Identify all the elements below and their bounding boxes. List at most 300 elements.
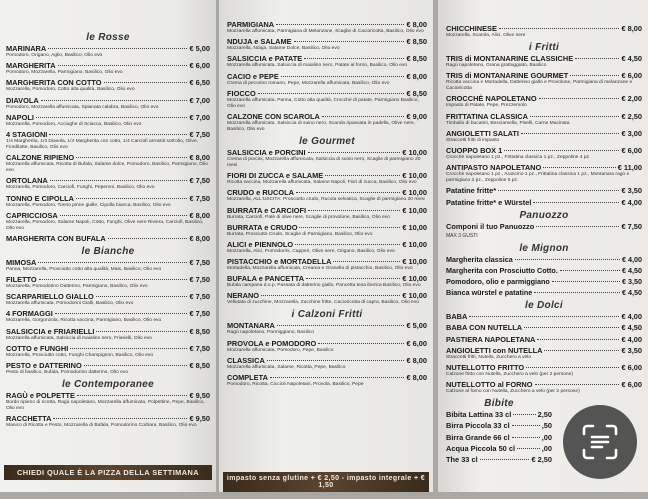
menu-item [6, 176, 210, 191]
item-price: € 4,50 [622, 288, 642, 298]
dot-leader [270, 377, 405, 378]
dot-leader [53, 418, 187, 419]
menu-item [227, 291, 427, 306]
menu-item-row [227, 206, 427, 215]
item-name: NERANO [227, 291, 260, 301]
section-title: le Gourmet [299, 135, 355, 147]
menu-item [446, 380, 642, 395]
menu-item [6, 309, 210, 324]
item-description: Mozzarella affumicata, Panna, Cotto alta qualità, Crocchè di patate, Parmigiano Basilico, Olio evo [227, 97, 419, 109]
menu-item-row [6, 61, 210, 70]
dot-leader [521, 133, 619, 134]
dot-leader [295, 244, 400, 245]
item-name: FIOCCO [227, 88, 256, 98]
section-title: le Contemporanee [61, 379, 155, 390]
menu-item [6, 275, 210, 290]
item-name: CRUDO e RUCOLA [227, 188, 294, 198]
menu-item-row [446, 421, 552, 430]
menu-item [446, 335, 642, 344]
item-price: € 8,00 [189, 210, 210, 220]
menu-item-row [6, 275, 210, 284]
menu-item [227, 112, 427, 133]
menu-item-row [446, 24, 642, 33]
menu-item [6, 96, 210, 111]
item-name: CLASSICA [227, 355, 265, 365]
item-name: SCARPARIELLO GIALLO [6, 292, 94, 302]
menu-item [227, 321, 427, 336]
menu-item-row [446, 346, 642, 355]
menu-item [446, 112, 642, 127]
item-price: € 4,50 [621, 323, 642, 333]
dot-leader [533, 202, 619, 203]
dot-leader [499, 28, 620, 29]
dot-leader [318, 343, 404, 344]
item-price: € 9,00 [406, 111, 427, 121]
menu-item-row [6, 113, 210, 122]
menu-item [227, 257, 427, 272]
dot-leader [308, 210, 400, 211]
item-description: Crema di porcini, Mozzarella affumicata, Salsiccia di suino nero, Scaglie di parmigiano 20 mesi [227, 156, 421, 168]
item-price: € 7,50 [189, 309, 210, 319]
item-name: Patatine fritte* [446, 186, 497, 196]
menu-section [446, 243, 642, 298]
menu-item-row [6, 194, 210, 203]
menu-item [227, 373, 427, 388]
menu-item [446, 444, 552, 453]
section-title: i Calzoni Fritti [291, 309, 363, 321]
dot-leader [524, 327, 619, 328]
menu-item [227, 89, 427, 110]
item-description: 1/4 Margherita, 1/4 Diavola, 1/4 Margherita con cotto, 1/4 Carciofi arrostiti sott'olio, Olive, Fiordilatte, Basilico, Olio evo [6, 138, 199, 150]
item-name: NUTELLOTTO al FORNO [446, 380, 533, 390]
menu-section [446, 210, 642, 239]
item-price: ,00 [541, 443, 552, 453]
item-price: € 10,00 [402, 222, 427, 232]
item-price: € 6,00 [621, 363, 642, 372]
menu-item-row [446, 312, 642, 321]
dot-leader [570, 75, 619, 76]
menu-item [446, 363, 642, 378]
item-name: ANGIOLETTI con NUTELLA [446, 345, 543, 355]
item-price: € 8,00 [406, 20, 427, 29]
item-name: FILETTO [6, 275, 37, 285]
item-description: Mozzarella, Pomodoro, Acciughe di Sciacca, Basilico, Olio evo [6, 121, 142, 127]
dot-leader [543, 167, 615, 168]
dot-leader [38, 262, 187, 263]
item-price: € 4,50 [621, 54, 642, 63]
item-description: Ricotta vaccina e Mortadella, Datterino giallo e Provolone, Parmigiana di melanzane e Cacioricotta [446, 80, 633, 92]
menu-item [227, 223, 427, 238]
item-name: CALZONE CON SCAROLA [227, 111, 320, 121]
menu-panel-left [0, 0, 216, 492]
dot-leader [530, 116, 619, 117]
item-name: COTTO e FUNGHI [6, 343, 69, 353]
item-name: Bianca würstel e patatine [446, 288, 533, 298]
dot-leader [96, 331, 187, 332]
menu-item [446, 433, 552, 442]
item-price: ,00 [541, 432, 552, 442]
item-description: Mozzarella affumicata, Parmigiana di Melanzane, Scaglie di Cacioricotta, Basilico, Olio evo [227, 29, 424, 34]
item-price: € 8,50 [406, 54, 427, 64]
item-price: € 10,00 [402, 205, 427, 215]
menu-panel-middle [219, 0, 433, 492]
item-name: MIMOSA [6, 257, 37, 267]
section-title: le Dolci [525, 300, 563, 312]
item-price: € 7,50 [621, 221, 642, 231]
item-price: € 10,00 [402, 274, 427, 284]
menu-item-row [6, 391, 210, 400]
item-name: PASTIERA NAPOLETANA [446, 334, 536, 344]
item-description: Vellutata di zucchine, Mozzarella, Zucchine fritte, Cacioricotta di capra, Basilico, Olio evo [227, 300, 419, 306]
menu-item [6, 344, 210, 359]
menu-item [227, 54, 427, 69]
item-name: CUOPPO BOX 1 [446, 145, 503, 155]
item-name: 4 STAGIONI [6, 129, 48, 139]
menu-item [6, 361, 210, 376]
item-price: € 8,50 [406, 37, 427, 47]
menu-item [227, 20, 427, 35]
item-name: TRIS di MONTANARINE CLASSICHE [446, 54, 574, 63]
menu-item-row [6, 44, 210, 53]
dot-leader [526, 367, 619, 368]
item-price: € 3,50 [621, 186, 642, 196]
section-title: i Fritti [528, 42, 560, 53]
dot-leader [108, 238, 188, 239]
section-title: le Rosse [86, 32, 130, 43]
dot-leader [552, 281, 620, 282]
menu-item-row [446, 380, 642, 389]
dough-options-banner: impasto senza glutine + € 2,50 - impasto integrale + € 1,50 [223, 472, 429, 492]
menu-item-row [227, 72, 427, 81]
menu-item-row [446, 255, 642, 264]
dot-leader [49, 134, 187, 135]
item-name: CACIO e PEPE [227, 71, 279, 81]
dot-leader [469, 316, 619, 317]
dot-leader [48, 48, 187, 49]
item-price: € 10,00 [402, 257, 427, 267]
menu-item [6, 130, 210, 151]
menu-item [446, 323, 642, 332]
item-description: Straccetti fritti, Nutella, Zucchero a velo [446, 354, 532, 360]
item-price: € 8,50 [406, 88, 427, 98]
menu-item [6, 44, 210, 59]
item-name: CAPRICCIOSA [6, 210, 58, 220]
item-price: 2,50 [537, 410, 552, 420]
dot-leader [55, 313, 188, 314]
section-title: Panuozzo [519, 209, 569, 221]
item-description: Pomodoro, Mozzarella, Parmigiano, Basilico, Olio evo [6, 70, 123, 76]
menu-item-row [227, 188, 427, 197]
item-name: CHICCHINESE [446, 24, 497, 33]
section-title: Bibite [484, 398, 514, 410]
item-price: € 10,00 [402, 291, 427, 301]
item-name: PARMIGIANA [227, 20, 275, 29]
item-name: BABA CON NUTELLA [446, 323, 523, 333]
item-price: € 8,00 [406, 355, 427, 365]
item-price: € 9,50 [189, 414, 210, 424]
item-price: € 10,00 [402, 188, 427, 198]
dot-leader [58, 65, 188, 66]
item-name: BABA [446, 312, 468, 322]
menu-item-row [227, 112, 427, 121]
menu-item-row [6, 211, 210, 220]
item-description: Mozzarella affumicata, Salame, Ricotta, Pepe, Basilico [227, 364, 346, 370]
item-name: PROVOLA e POMODORO [227, 338, 317, 348]
item-price: € 6,00 [621, 380, 642, 390]
item-price: ,50 [541, 421, 552, 431]
dot-leader [60, 215, 188, 216]
item-price: € 10,00 [402, 171, 427, 181]
item-price: € 3,50 [622, 277, 642, 287]
menu-item-row [6, 414, 210, 423]
item-name: The 33 cl [446, 454, 478, 464]
item-description: Burrata, Carciofi, Patè di olive nere, Scaglie di provolone, Basilico, Olio evo [227, 214, 390, 220]
menu-item [6, 153, 210, 174]
menu-section [227, 20, 427, 133]
dot-leader [276, 24, 404, 25]
menu-item-row [227, 339, 427, 348]
item-name: NUTELLOTTO FRITTO [446, 363, 525, 372]
menu-item [227, 37, 427, 52]
item-name: FRITTATINA CLASSICA [446, 111, 528, 121]
section-note: MAX 3 GUSTI [446, 232, 478, 239]
menu-item-row [446, 335, 642, 344]
menu-item [6, 234, 210, 243]
item-description: Mozzarella, Pomodoro, Salame Napoli, Cotto, Funghi, Olive nere Riviera, Carciofi, Basilico, Olio evo [6, 219, 204, 231]
menu-item-row [446, 455, 552, 464]
item-name: NDUJA e SALAME [227, 37, 292, 47]
menu-item [446, 222, 642, 231]
item-price: € 2,50 [531, 454, 552, 464]
item-price: € 4,00 [621, 197, 642, 207]
dot-leader [512, 437, 540, 438]
dot-leader [77, 395, 187, 396]
item-description: Calzone fritto con Nutella, Zucchero a velo (per 2 persone) [446, 372, 573, 377]
dot-leader [84, 365, 188, 366]
item-price: € 7,50 [189, 292, 210, 302]
dot-leader [39, 279, 188, 280]
item-price: € 7,50 [189, 176, 210, 186]
dot-leader [534, 292, 620, 293]
item-description: Ragù napoletano, Grana grattuggiato, Basilico [446, 63, 547, 68]
menu-item [227, 171, 427, 186]
item-description: Mozzarella, Pomodoro, Tonno pinne gialle, Cipolla bianca, Basilico, Olio evo [6, 202, 171, 208]
dot-leader [299, 227, 400, 228]
item-name: RACCHETTA [6, 414, 52, 424]
pizza-of-week-banner: CHIEDI QUALE È LA PIZZA DELLA SETTIMANA [4, 465, 212, 480]
item-name: SALSICCIA e PATATE [227, 54, 303, 64]
item-description: Ricotta vaccina, Mozzarella affumicata, Salame Napoli, Fiori di zucca, Basilico, Olio evo [227, 180, 417, 186]
dot-leader [76, 198, 187, 199]
item-price: € 8,50 [189, 326, 210, 336]
item-name: MARGHERITA CON BUFALA [6, 233, 106, 243]
item-price: € 5,00 [406, 321, 427, 331]
item-description: Pesto di basilico, Bufala, Pomodorino datterino, Olio evo [6, 370, 129, 375]
item-price: € 4,00 [622, 254, 642, 264]
menu-item-row [446, 323, 642, 332]
menu-section [6, 379, 210, 429]
item-name: ORTOLANA [6, 176, 48, 186]
menu-section [446, 300, 642, 395]
item-price: € 7,00 [189, 112, 210, 122]
item-name: FIORI DI ZUCCA e SALAME [227, 171, 324, 181]
dot-leader [76, 157, 187, 158]
item-price: € 6,00 [621, 145, 642, 155]
item-name: NAPOLI [6, 112, 34, 122]
item-description: Mozzarella affumicata, Pomodoro, Pepe, Basilico [227, 347, 334, 353]
menu-item-row [227, 171, 427, 180]
dot-leader [96, 296, 188, 297]
menu-item [446, 24, 642, 39]
dot-leader [512, 425, 540, 426]
item-price: € 2,00 [621, 94, 642, 104]
menu-item-row [446, 54, 642, 63]
item-name: TRIS di MONTANARINE GOURMET [446, 71, 569, 81]
item-name: Margherita con Prosciutto Cotto. [446, 265, 558, 275]
menu-item-row [6, 96, 210, 105]
menu-item [446, 410, 552, 419]
item-description: Bufala campana d.o.p, Passata di datterino giallo, Pancetta tesa iberica Basilico, Olio evo [227, 283, 421, 289]
menu-item-row [6, 292, 210, 301]
menu-item [446, 421, 552, 430]
menu-item [446, 288, 642, 297]
item-description: Crema di pecorino romano, Pepe, Mozzarella affumicata, Basilico, Olio evo [227, 80, 390, 86]
menu-item-row [446, 129, 642, 138]
menu-item [6, 414, 210, 429]
dot-leader [480, 459, 530, 460]
item-description: Mozzarella affumicata, Ricotta di Bufala, Salame dolce, Pomodoro, Basilico, Parmigiano, Olio evo [6, 162, 208, 174]
item-name: MARGHERITA CON COTTO [6, 78, 102, 88]
item-description: Manico di Ricotta e Pesto, Mozzarella di Bufala, Pomodorino Corbara, Basilico, Olio evo [6, 423, 197, 429]
dot-leader [294, 41, 405, 42]
menu-item-row [227, 223, 427, 232]
item-price: € 6,00 [621, 71, 642, 81]
item-name: PESTO e DATTERINO [6, 361, 82, 370]
dot-leader [536, 226, 619, 227]
menu-item-row [446, 433, 552, 442]
menu-item-row [446, 277, 642, 286]
item-price: € 6,00 [406, 338, 427, 348]
menu-item-row [446, 71, 642, 80]
menu-item [227, 339, 427, 354]
dot-leader [560, 270, 620, 271]
item-description: Mozzarella, Alici, Pomodorini, Capperi, Olive nere, Origano, Basilico, Olio evo [227, 248, 395, 254]
menu-item-row [446, 222, 642, 231]
menu-item [446, 54, 642, 69]
item-name: ANGIOLETTI SALATI [446, 128, 519, 138]
menu-item [227, 206, 427, 221]
item-description: Mozzarella, Prosciutto cotto, Funghi Champignon, Basilico, Olio evo [6, 352, 154, 358]
item-price: € 9,50 [189, 391, 210, 400]
dot-leader [537, 339, 619, 340]
text-scan-button[interactable] [563, 405, 637, 479]
item-name: Patatine fritte* e Würstel [446, 197, 532, 207]
menu-item-row [227, 240, 427, 249]
menu-item [6, 211, 210, 232]
dot-leader [515, 259, 620, 260]
dot-leader [322, 116, 405, 117]
item-name: Birra Grande 66 cl [446, 432, 510, 442]
menu-section [6, 32, 210, 243]
menu-item [446, 94, 642, 109]
dot-leader [277, 325, 405, 326]
dot-leader [281, 76, 405, 77]
item-price: € 3,00 [621, 128, 642, 138]
item-price: € 8,00 [189, 153, 210, 163]
menu-item [227, 356, 427, 371]
menu-section [446, 24, 642, 39]
item-price: € 10,00 [402, 239, 427, 249]
menu-item [446, 255, 642, 264]
menu-item [446, 346, 642, 361]
item-description: Bordo ripieno di ricotta, Ragù napoletano, Mozzarella affumicata, Polpettine, Pepe, Basilico, Olio evo [6, 400, 205, 411]
item-price: € 7,50 [189, 257, 210, 267]
item-description: Pomodoro, Origano, Aglio, Basilico, Olio evo [6, 53, 103, 58]
dot-leader [308, 152, 401, 153]
menu-item-row [227, 20, 427, 29]
dot-leader [104, 82, 188, 83]
item-price: € 8,00 [406, 71, 427, 81]
item-name: Pomodoro, olio e parmiggiano [446, 277, 550, 287]
menu-section [446, 42, 642, 207]
menu-item-row [6, 153, 210, 162]
dot-leader [70, 348, 187, 349]
dot-leader [325, 175, 400, 176]
item-name: TONNO E CIPOLLA [6, 193, 75, 203]
dot-leader [296, 192, 400, 193]
item-description: Mozzarella affumicata, Salsiccia di maialino nero, Friarielli, Olio evo [6, 335, 152, 341]
item-price: € 8,00 [189, 233, 210, 243]
menu-item [446, 266, 642, 275]
item-price: € 6,50 [189, 78, 210, 88]
menu-item-row [227, 257, 427, 266]
item-description: Mozzarella affumicata, Salsiccia di suino nero, Scarola ripassata in padella, Olive nere, Basilico, Olio evo [227, 120, 416, 132]
item-name: DIAVOLA [6, 95, 39, 105]
menu-item [227, 72, 427, 87]
menu-item-row [446, 410, 552, 419]
item-name: Componi il tuo Panuozzo [446, 221, 535, 231]
item-description: Mozzarella, Pomodoro, Cotto alta qualità, Basilico, Olio evo [6, 87, 135, 93]
dot-leader [535, 384, 620, 385]
item-description: Mozzarella, Nduja, Salame Dolce, Basilico, Olio evo [227, 46, 340, 52]
menu-item [446, 455, 552, 464]
menu-item-row [446, 163, 642, 172]
item-name: ALICI e PIENNOLO [227, 239, 294, 249]
item-description: Mortadella, Mozzarella affumicata, Creama e Granella di pistacchio, Basilico, Olio evo [227, 266, 413, 272]
item-price: € 7,50 [189, 275, 210, 285]
item-name: BUFALA e PANCETTA [227, 274, 305, 284]
item-description: Calzone al forno con Nutella, Zucchero a velo (per 2 persone) [446, 389, 580, 395]
item-description: Straccetti fritti di impasto [446, 137, 500, 143]
item-price: € 11,00 [617, 163, 642, 173]
dot-leader [513, 414, 535, 415]
item-price: € 8,50 [189, 361, 210, 370]
menu-item-row [227, 356, 427, 365]
item-description: Mozzarella affumicata, Salsiccia di maialino nero, Patate al forno, Basilico, Olio evo [227, 63, 408, 69]
menu-item-row [446, 363, 642, 372]
item-description: Impasto di Patate, Pepe, Prezzemolo [446, 103, 527, 109]
section-title: le Mignon [519, 242, 569, 254]
item-name: CALZONE RIPIENO [6, 153, 75, 163]
item-name: BURRATA e CARCIOFI [227, 205, 307, 215]
item-description: Ragù napoletano, Parmiggiano, Basilico [227, 330, 314, 336]
item-name: MONTANARA [227, 321, 275, 331]
menu-item-row [446, 288, 642, 297]
item-price: € 5,00 [189, 44, 210, 53]
item-name: Birra Piccola 33 cl [446, 421, 510, 431]
dot-leader [50, 180, 188, 181]
menu-item-row [227, 274, 427, 283]
